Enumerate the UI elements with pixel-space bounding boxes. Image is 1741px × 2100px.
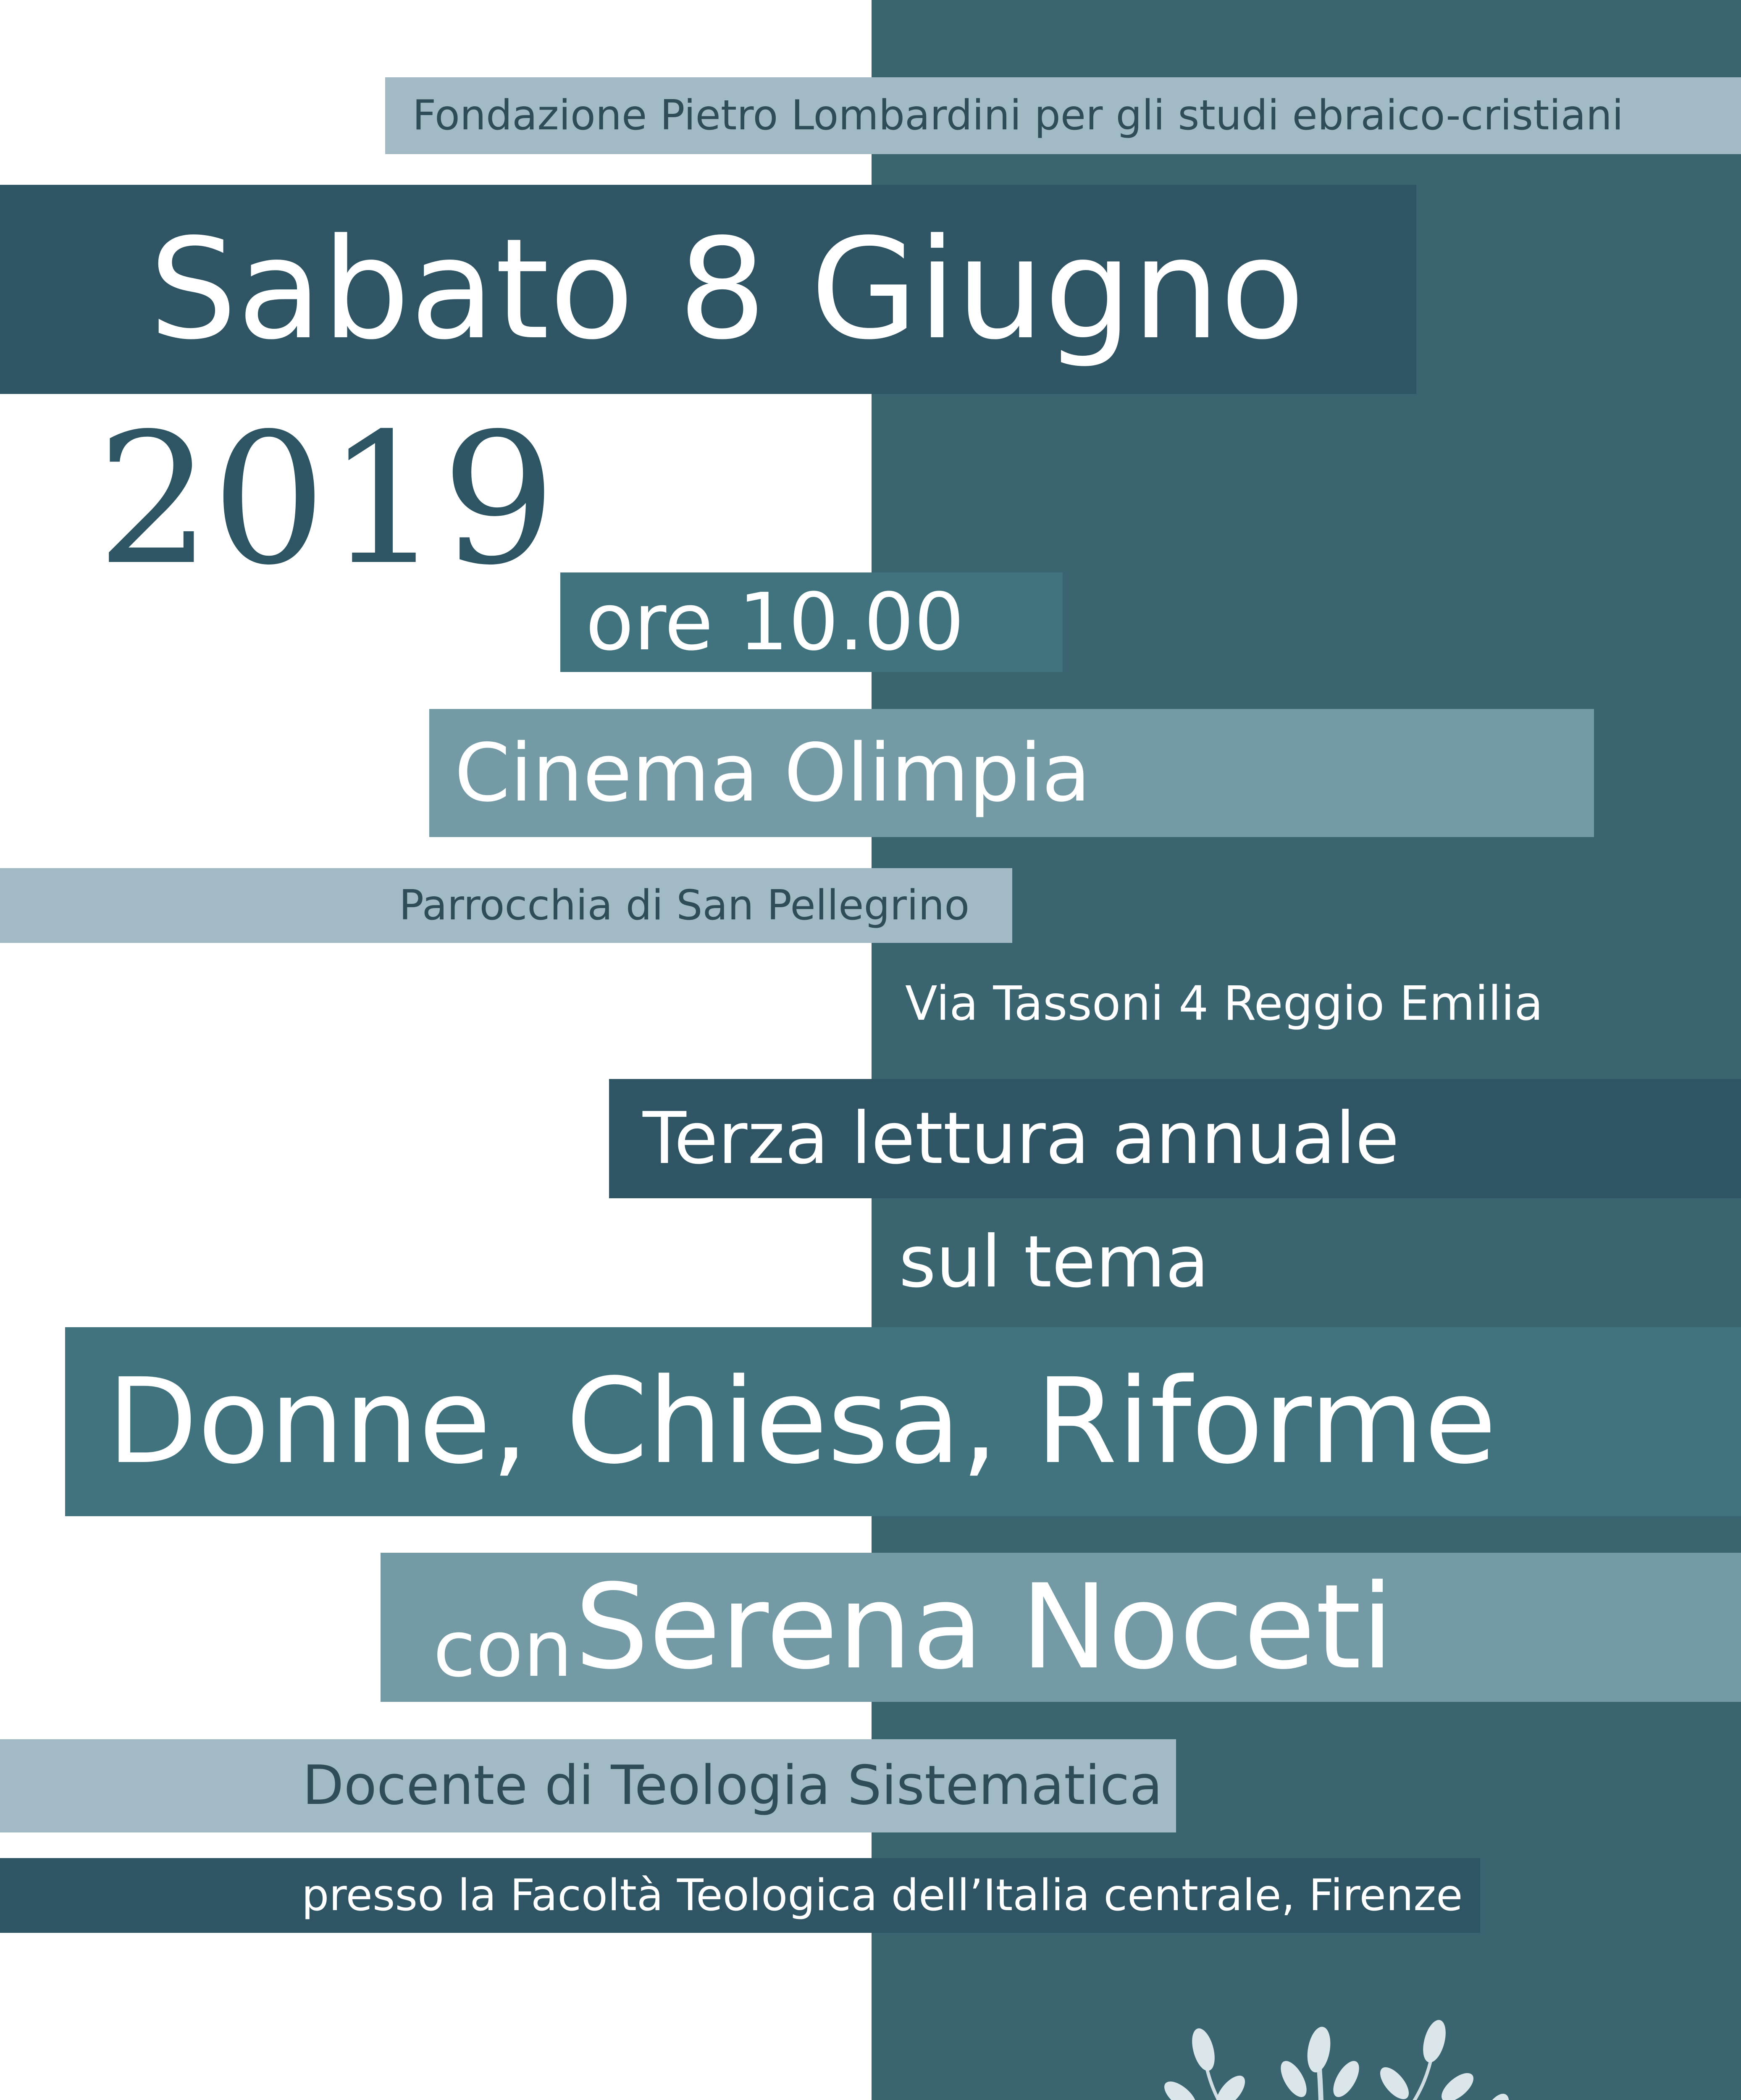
speaker-banner bbox=[381, 1553, 1741, 1702]
event-time: ore 10.00 bbox=[560, 572, 1063, 672]
foundation-banner: Fondazione Pietro Lombardini per gli studi ebraico-cristiani bbox=[385, 77, 1741, 154]
speaker-prefix: con bbox=[433, 1604, 573, 1694]
speaker-institution: presso la Facoltà Teologica dell’Italia centrale, Firenze bbox=[0, 1858, 1480, 1933]
lecture-title: Donne, Chiesa, Riforme bbox=[65, 1327, 1741, 1516]
event-year: 2019 bbox=[97, 395, 557, 605]
event-date: Sabato 8 Giugno bbox=[0, 185, 1416, 394]
speaker-role: Docente di Teologia Sistematica bbox=[0, 1739, 1176, 1832]
theme-intro: sul tema bbox=[899, 1221, 1209, 1304]
tree-book-logo bbox=[941, 1999, 1688, 2100]
event-parish: Parrocchia di San Pellegrino bbox=[0, 868, 1012, 943]
event-address: Via Tassoni 4 Reggio Emilia bbox=[905, 976, 1543, 1031]
event-venue: Cinema Olimpia bbox=[429, 709, 1594, 837]
reading-banner: Terza lettura annuale bbox=[609, 1079, 1741, 1198]
speaker-name: Serena Noceti bbox=[575, 1559, 1394, 1695]
